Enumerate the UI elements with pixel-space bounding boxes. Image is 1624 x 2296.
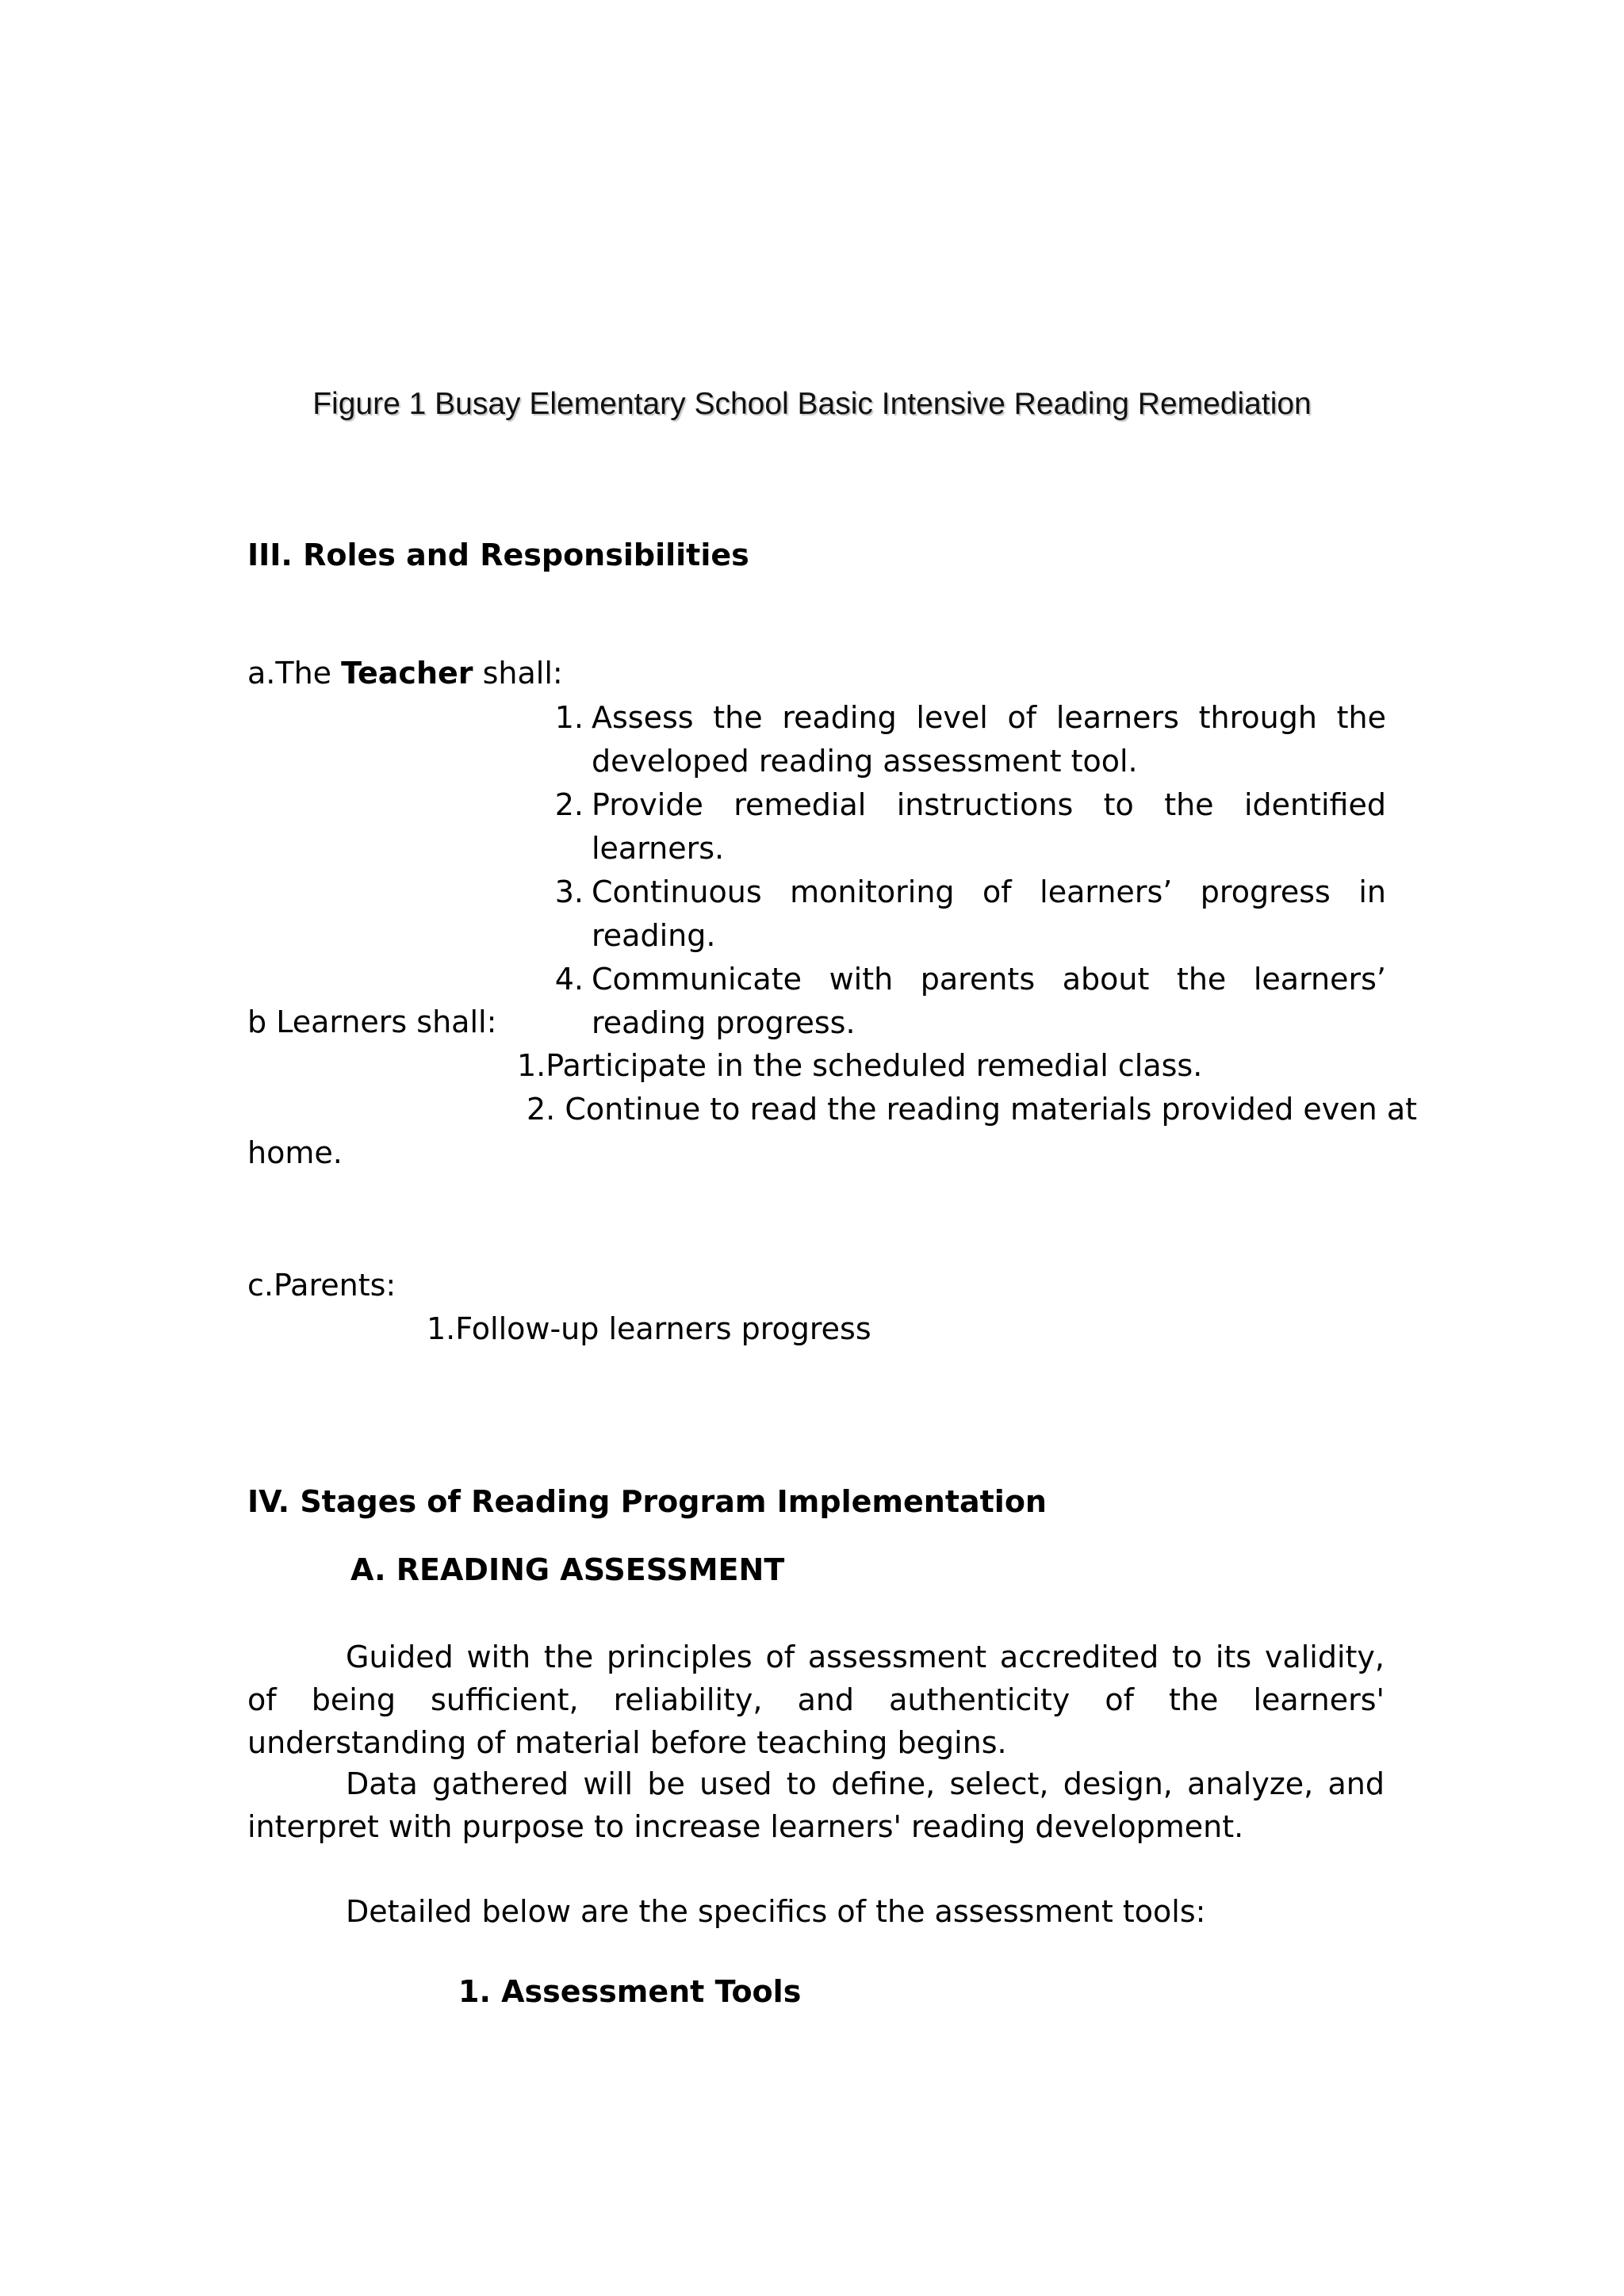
learners-item-2-cont: home. xyxy=(247,1135,343,1170)
learners-intro: b Learners shall: xyxy=(247,1004,497,1039)
list-item: 3. Continuous monitoring of learners’ progress in reading. xyxy=(554,874,1386,953)
section-heading-stages: IV. Stages of Reading Program Implementation xyxy=(247,1484,1047,1519)
list-item: 4. Communicate with parents about the learners’ reading progress. xyxy=(554,962,1386,1040)
paragraph-data-gathered: Data gathered will be used to define, select, design, analyze, and interpret with purpose to increase learners' reading development. xyxy=(247,1766,1385,1844)
list-item: 1. Assess the reading level of learners through the developed reading assessment tool. xyxy=(554,700,1386,779)
section-heading-roles: III. Roles and Responsibilities xyxy=(247,538,749,572)
parents-intro: c.Parents: xyxy=(247,1268,396,1303)
teacher-intro-prefix: a.The xyxy=(247,656,342,691)
learners-item-1: 1.Participate in the scheduled remedial class. xyxy=(517,1048,1203,1083)
learners-item-2: 2. Continue to read the reading materials provided even at xyxy=(527,1092,1418,1127)
figure-caption: Figure 1 Busay Elementary School Basic Intensive Reading Remediation xyxy=(312,387,1312,421)
teacher-intro xyxy=(247,652,563,695)
teacher-responsibilities-list xyxy=(539,696,1386,1045)
subheading-reading-assessment: A. READING ASSESSMENT xyxy=(350,1552,785,1587)
paragraph-principles: Guided with the principles of assessment accredited to its validity, of being sufficient, reliability, and authenticity of the learners' understanding of material before teaching begins. xyxy=(247,1640,1385,1760)
paragraph-detailed-below: Detailed below are the specifics of the assessment tools: xyxy=(346,1894,1206,1929)
list-item: 2. Provide remedial instructions to the identified learners. xyxy=(554,787,1386,866)
teacher-intro-suffix: shall: xyxy=(473,656,563,691)
subheading-assessment-tools: 1. Assessment Tools xyxy=(458,1974,802,2009)
teacher-intro-bold: Teacher xyxy=(341,656,473,691)
parents-item-1: 1.Follow-up learners progress xyxy=(427,1311,871,1346)
